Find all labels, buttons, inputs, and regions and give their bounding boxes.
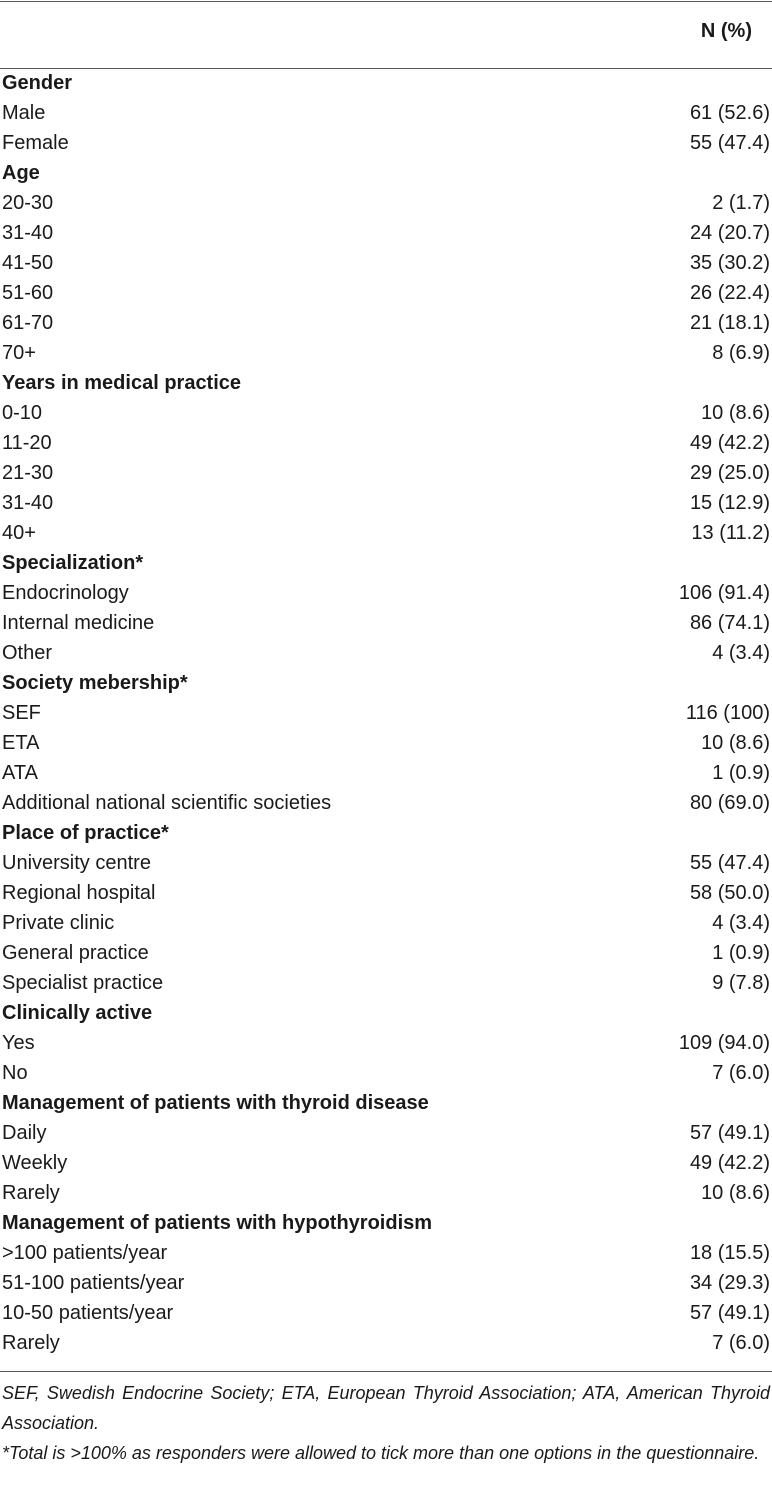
section-heading-label: Society mebership* [2, 672, 188, 694]
row-value: 9 (7.8) [712, 972, 770, 994]
row-value: 109 (94.0) [678, 1032, 770, 1054]
row-label: >100 patients/year [2, 1242, 168, 1264]
row-value: 57 (49.1) [689, 1122, 770, 1144]
table-section-heading [0, 68, 772, 98]
row-value: 55 (47.4) [689, 852, 770, 874]
section-heading-label: Place of practice* [2, 822, 169, 844]
bottom-rule [0, 1371, 772, 1372]
row-label: 20-30 [2, 192, 54, 214]
table-section-heading [0, 158, 772, 188]
row-value: 35 (30.2) [689, 252, 770, 274]
table-row [0, 98, 772, 128]
asterisk-footnote: *Total is >100% as responders were allowed to tick more than one options in the questionnaire. [2, 1443, 760, 1463]
row-label: SEF [2, 702, 41, 724]
table-footnotes [2, 1378, 770, 1468]
row-label: 31-40 [2, 222, 54, 244]
section-heading-label: Gender [2, 72, 73, 94]
table-section-heading [0, 998, 772, 1028]
table-row [0, 788, 772, 818]
table-row [0, 908, 772, 938]
row-value: 26 (22.4) [689, 282, 770, 304]
table-row [0, 188, 772, 218]
row-value: 8 (6.9) [712, 342, 770, 364]
section-heading-label: Clinically active [2, 1002, 153, 1024]
table-row [0, 278, 772, 308]
table-row [0, 1118, 772, 1148]
row-label: Specialist practice [2, 972, 164, 994]
row-label: Rarely [2, 1332, 60, 1354]
row-label: 51-60 [2, 282, 54, 304]
row-label: 11-20 [2, 432, 52, 454]
row-value: 24 (20.7) [689, 222, 770, 244]
table-section-heading [0, 668, 772, 698]
table-row [0, 1148, 772, 1178]
row-label: Rarely [2, 1182, 60, 1204]
table-section-heading [0, 368, 772, 398]
row-label: 40+ [2, 522, 36, 544]
row-label: Daily [2, 1122, 47, 1144]
row-value: 80 (69.0) [689, 792, 770, 814]
row-label: 10-50 patients/year [2, 1302, 174, 1324]
row-value: 61 (52.6) [689, 102, 770, 124]
table-row [0, 968, 772, 998]
row-value: 1 (0.9) [712, 942, 770, 964]
row-label: General practice [2, 942, 149, 964]
table-row [0, 338, 772, 368]
row-value: 2 (1.7) [712, 192, 770, 214]
row-label: ETA [2, 732, 40, 754]
row-label: 61-70 [2, 312, 54, 334]
table-row [0, 1178, 772, 1208]
row-value: 55 (47.4) [689, 132, 770, 154]
table-section-heading [0, 1208, 772, 1238]
table-row [0, 758, 772, 788]
table-row [0, 248, 772, 278]
section-heading-label: Management of patients with thyroid disease [2, 1092, 429, 1114]
row-value: 106 (91.4) [678, 582, 770, 604]
row-value: 29 (25.0) [689, 462, 770, 484]
table-row [0, 308, 772, 338]
row-value: 116 (100) [685, 702, 770, 724]
row-value: 34 (29.3) [689, 1272, 770, 1294]
row-value: 7 (6.0) [712, 1062, 770, 1084]
table-row [0, 1268, 772, 1298]
row-value: 58 (50.0) [689, 882, 770, 904]
row-label: Male [2, 102, 46, 124]
row-label: Internal medicine [2, 612, 155, 634]
row-label: Yes [2, 1032, 35, 1054]
row-label: University centre [2, 852, 151, 874]
table-row [0, 518, 772, 548]
table-row [0, 848, 772, 878]
row-value: 1 (0.9) [712, 762, 770, 784]
row-label: Regional hospital [2, 882, 156, 904]
row-value: 57 (49.1) [689, 1302, 770, 1324]
column-header-n-percent: N (%) [700, 20, 752, 42]
table-row [0, 938, 772, 968]
table-row [0, 488, 772, 518]
row-label: No [2, 1062, 28, 1084]
table-row [0, 608, 772, 638]
table-row [0, 218, 772, 248]
top-rule [0, 1, 772, 2]
row-label: Female [2, 132, 69, 154]
row-value: 7 (6.0) [712, 1332, 770, 1354]
row-label: 31-40 [2, 492, 54, 514]
row-value: 4 (3.4) [712, 642, 770, 664]
table-row [0, 1298, 772, 1328]
row-label: 21-30 [2, 462, 54, 484]
row-value: 10 (8.6) [701, 1182, 770, 1204]
table-section-heading [0, 1088, 772, 1118]
table-row [0, 1028, 772, 1058]
row-value: 21 (18.1) [689, 312, 770, 334]
table-row [0, 638, 772, 668]
table-row [0, 428, 772, 458]
row-label: Private clinic [2, 912, 115, 934]
row-value: 49 (42.2) [689, 1152, 770, 1174]
table-row [0, 128, 772, 158]
section-heading-label: Years in medical practice [2, 372, 242, 394]
row-value: 4 (3.4) [712, 912, 770, 934]
section-heading-label: Specialization* [2, 552, 144, 574]
row-value: 10 (8.6) [701, 402, 770, 424]
row-label: 0-10 [2, 402, 43, 424]
row-value: 18 (15.5) [689, 1242, 770, 1264]
row-label: 51-100 patients/year [2, 1272, 185, 1294]
table-row [0, 728, 772, 758]
row-label: 70+ [2, 342, 36, 364]
row-label: Endocrinology [2, 582, 129, 604]
row-value: 86 (74.1) [689, 612, 770, 634]
table-row [0, 398, 772, 428]
row-label: ATA [2, 762, 38, 784]
table-body [0, 68, 772, 1358]
row-value: 13 (11.2) [691, 522, 770, 544]
row-value: 49 (42.2) [689, 432, 770, 454]
table-section-heading [0, 548, 772, 578]
table-section-heading [0, 818, 772, 848]
row-label: Additional national scientific societies [2, 792, 332, 814]
section-heading-label: Management of patients with hypothyroidism [2, 1212, 433, 1234]
abbreviations-footnote: SEF, Swedish Endocrine Society; ETA, European Thyroid Association; ATA, American Thyroid Association. [2, 1383, 770, 1433]
row-label: Other [2, 642, 53, 664]
table-row [0, 458, 772, 488]
table-row [0, 698, 772, 728]
row-label: 41-50 [2, 252, 54, 274]
table-row [0, 1238, 772, 1268]
table-row [0, 1058, 772, 1088]
section-heading-label: Age [2, 162, 40, 184]
row-value: 15 (12.9) [689, 492, 770, 514]
table-row [0, 578, 772, 608]
row-value: 10 (8.6) [701, 732, 770, 754]
table-row [0, 878, 772, 908]
row-label: Weekly [2, 1152, 68, 1174]
table-row [0, 1328, 772, 1358]
